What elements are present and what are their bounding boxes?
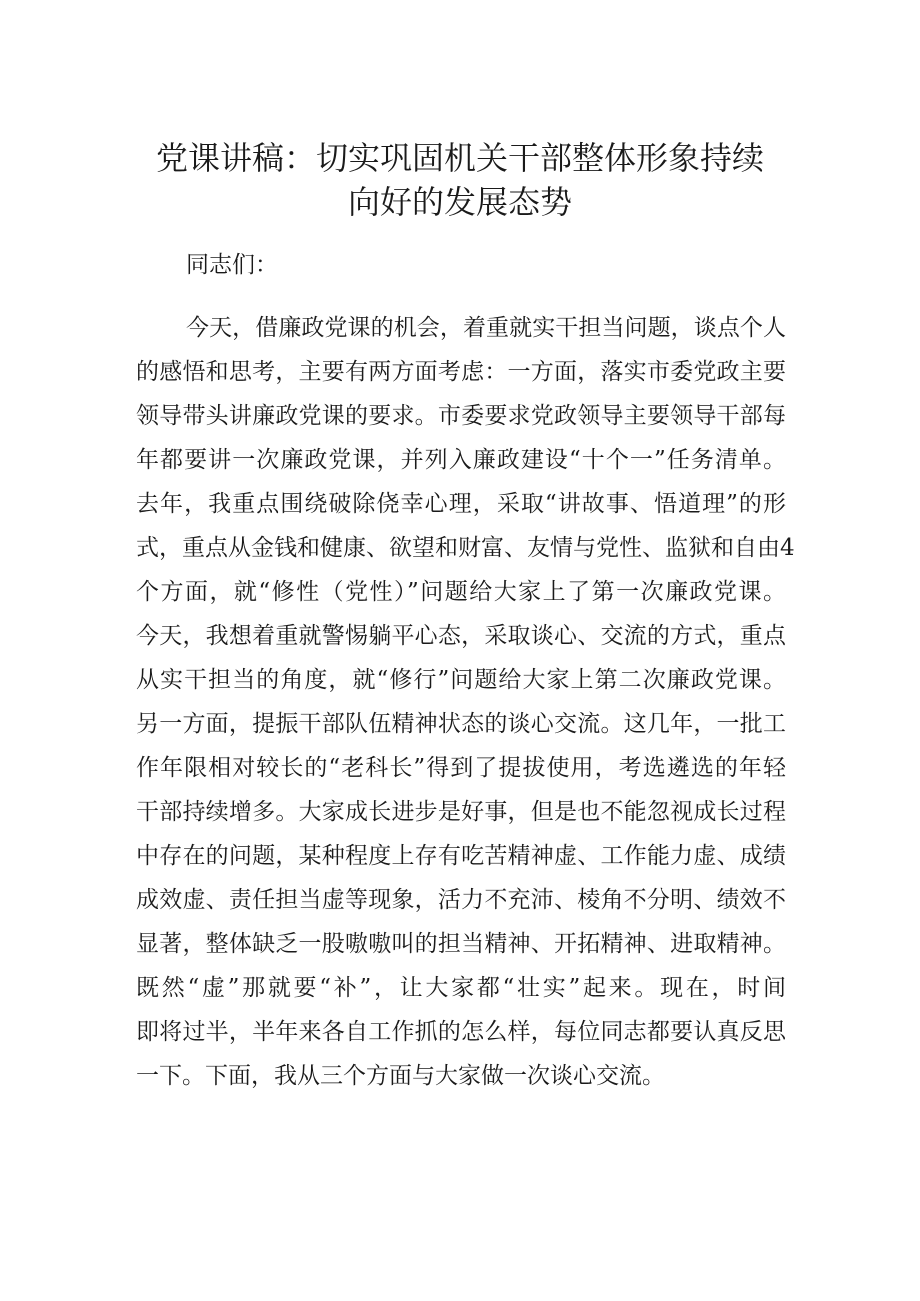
greeting: 同志们： [186,252,278,278]
title-line-2: 向好的发展态势 [347,183,572,221]
body-line: 既然“虚”那就要“补”，让大家都“壮实”起来。现在，时间 [136,975,786,1001]
body-line: 从实干担当的角度，就“修行”问题给大家上第二次廉政党课。 [136,667,786,693]
body-line: 显著，整体缺乏一股嗷嗷叫的担当精神、开拓精神、进取精神。 [136,931,786,957]
body-line: 式，重点从金钱和健康、欲望和财富、友情与党性、监狱和自由4 [136,535,795,561]
title-line-1: 党课讲稿：切实巩固机关干部整体形象持续 [155,139,764,177]
body-line: 年都要讲一次廉政党课，并列入廉政建设“十个一”任务清单。 [136,447,786,473]
body-line: 干部持续增多。大家成长进步是好事，但是也不能忽视成长过程 [136,799,786,825]
body-line: 今天，借廉政党课的机会，着重就实干担当问题，谈点个人 [186,315,786,341]
body-line: 的感悟和思考，主要有两方面考虑：一方面，落实市委党政主要 [136,359,786,385]
document-title [134,136,786,224]
body-paragraph [136,306,795,1098]
body-line: 成效虚、责任担当虚等现象，活力不充沛、棱角不分明、绩效不 [136,887,786,913]
body-line: 去年，我重点围绕破除侥幸心理，采取“讲故事、悟道理”的形 [136,491,786,517]
body-line: 即将过半，半年来各自工作抓的怎么样，每位同志都要认真反思 [136,1019,786,1045]
body-line: 中存在的问题，某种程度上存有吃苦精神虚、工作能力虚、成绩 [136,843,786,869]
body-line: 个方面，就“修性（党性）”问题给大家上了第一次廉政党课。 [136,579,786,605]
body-line: 一下。下面，我从三个方面与大家做一次谈心交流。 [136,1063,665,1089]
body-line: 领导带头讲廉政党课的要求。市委要求党政领导主要领导干部每 [136,403,786,429]
body-line: 今天，我想着重就警惕躺平心态，采取谈心、交流的方式，重点 [136,623,786,649]
body-line: 另一方面，提振干部队伍精神状态的谈心交流。这几年，一批工 [136,711,786,737]
body-line: 作年限相对较长的“老科长”得到了提拔使用，考选遴选的年轻 [136,755,786,781]
